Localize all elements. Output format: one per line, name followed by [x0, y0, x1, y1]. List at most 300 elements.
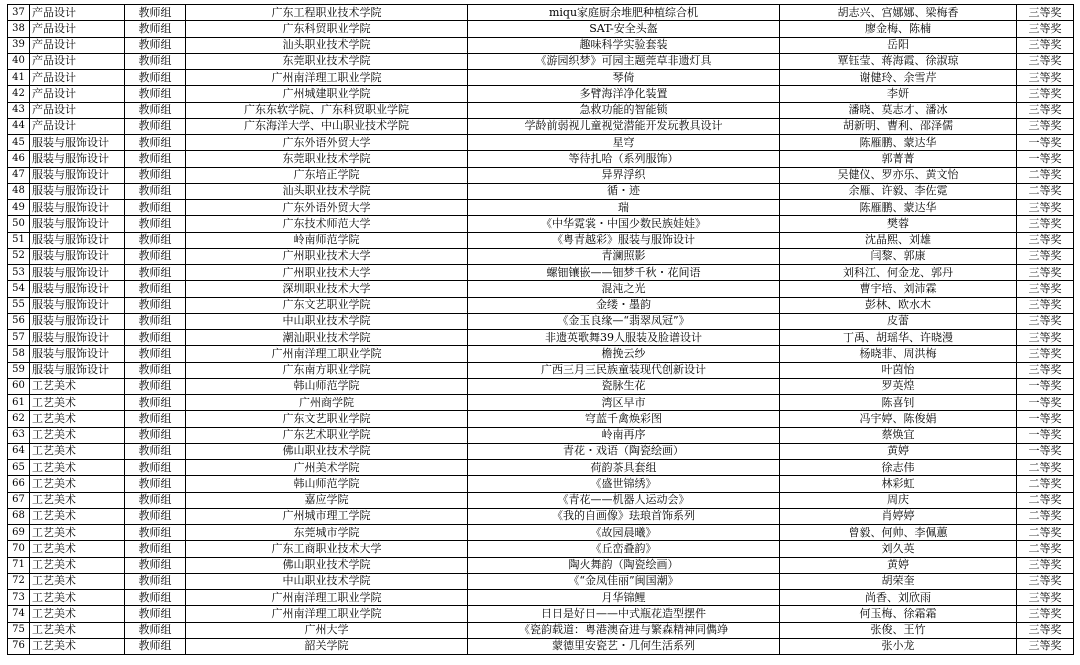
row-number: 52 [8, 248, 30, 264]
group-cell: 教师组 [125, 460, 186, 476]
work-title-cell: 异界浮织 [468, 167, 780, 183]
row-number: 75 [8, 622, 30, 638]
school-cell: 广东海洋大学、中山职业技术学院 [186, 118, 468, 134]
school-cell: 嘉应学院 [186, 492, 468, 508]
authors-cell: 曾毅、何帅、李佩蕙 [780, 525, 1017, 541]
award-cell: 三等奖 [1017, 362, 1074, 378]
category-cell: 产品设计 [30, 86, 125, 102]
school-cell: 韩山师范学院 [186, 476, 468, 492]
school-cell: 佛山职业技术学院 [186, 557, 468, 573]
work-title-cell: 循・迹 [468, 183, 780, 199]
group-cell: 教师组 [125, 508, 186, 524]
award-cell: 二等奖 [1017, 476, 1074, 492]
category-cell: 服装与服饰设计 [30, 232, 125, 248]
category-cell: 服装与服饰设计 [30, 346, 125, 362]
group-cell: 教师组 [125, 297, 186, 313]
group-cell: 教师组 [125, 118, 186, 134]
category-cell: 产品设计 [30, 37, 125, 53]
category-cell: 工艺美术 [30, 443, 125, 459]
table-row [8, 281, 1074, 297]
table-row [8, 378, 1074, 394]
table-row [8, 37, 1074, 53]
authors-cell: 陈雁鹏、蒙达华 [780, 135, 1017, 151]
group-cell: 教师组 [125, 638, 186, 654]
award-cell: 三等奖 [1017, 70, 1074, 86]
award-cell: 三等奖 [1017, 102, 1074, 118]
work-title-cell: 非遗英歌舞39人服装及脸谱设计 [468, 330, 780, 346]
row-number: 61 [8, 395, 30, 411]
award-cell: 三等奖 [1017, 557, 1074, 573]
work-title-cell: 青花・戏语（陶瓷绘画） [468, 443, 780, 459]
group-cell: 教师组 [125, 313, 186, 329]
group-cell: 教师组 [125, 395, 186, 411]
authors-cell: 胡荣奎 [780, 573, 1017, 589]
award-cell: 二等奖 [1017, 183, 1074, 199]
school-cell: 广州商学院 [186, 395, 468, 411]
work-title-cell: 穹蓝千禽焕彩图 [468, 411, 780, 427]
category-cell: 产品设计 [30, 102, 125, 118]
table-row [8, 118, 1074, 134]
award-cell: 二等奖 [1017, 525, 1074, 541]
group-cell: 教师组 [125, 167, 186, 183]
award-cell: 一等奖 [1017, 443, 1074, 459]
table-row [8, 248, 1074, 264]
category-cell: 服装与服饰设计 [30, 281, 125, 297]
award-cell: 二等奖 [1017, 541, 1074, 557]
table-row [8, 606, 1074, 622]
authors-cell: 覃钰莹、蒋海霞、徐淑琼 [780, 53, 1017, 69]
group-cell: 教师组 [125, 232, 186, 248]
category-cell: 服装与服饰设计 [30, 183, 125, 199]
authors-cell: 余雁、许毅、李佐霓 [780, 183, 1017, 199]
authors-cell: 吴健仪、罗亦乐、黄文怡 [780, 167, 1017, 183]
group-cell: 教师组 [125, 135, 186, 151]
work-title-cell: 多臂海洋净化装置 [468, 86, 780, 102]
group-cell: 教师组 [125, 573, 186, 589]
school-cell: 佛山职业技术学院 [186, 443, 468, 459]
category-cell: 产品设计 [30, 118, 125, 134]
table-row [8, 525, 1074, 541]
award-cell: 三等奖 [1017, 265, 1074, 281]
row-number: 54 [8, 281, 30, 297]
work-title-cell: 檐挽云纱 [468, 346, 780, 362]
group-cell: 教师组 [125, 248, 186, 264]
award-cell: 三等奖 [1017, 606, 1074, 622]
row-number: 43 [8, 102, 30, 118]
row-number: 55 [8, 297, 30, 313]
work-title-cell: 蒙德里安瓷艺・几何生活系列 [468, 638, 780, 654]
category-cell: 产品设计 [30, 21, 125, 37]
school-cell: 深圳职业技术大学 [186, 281, 468, 297]
award-cell: 三等奖 [1017, 638, 1074, 654]
table-row [8, 21, 1074, 37]
work-title-cell: 荷韵茶具套组 [468, 460, 780, 476]
row-number: 71 [8, 557, 30, 573]
authors-cell: 陈喜钊 [780, 395, 1017, 411]
group-cell: 教师组 [125, 21, 186, 37]
row-number: 39 [8, 37, 30, 53]
award-cell: 二等奖 [1017, 492, 1074, 508]
group-cell: 教师组 [125, 476, 186, 492]
authors-cell: 曹宇培、刘沛霖 [780, 281, 1017, 297]
authors-cell: 张俊、王竹 [780, 622, 1017, 638]
work-title-cell: 等待扎哈（系列服饰） [468, 151, 780, 167]
work-title-cell: 《盛世锦绣》 [468, 476, 780, 492]
authors-cell: 徐志伟 [780, 460, 1017, 476]
category-cell: 工艺美术 [30, 460, 125, 476]
school-cell: 广州城建职业学院 [186, 86, 468, 102]
school-cell: 广州南洋理工职业学院 [186, 70, 468, 86]
school-cell: 广东文艺职业学院 [186, 297, 468, 313]
row-number: 68 [8, 508, 30, 524]
table-row [8, 216, 1074, 232]
group-cell: 教师组 [125, 590, 186, 606]
award-cell: 三等奖 [1017, 590, 1074, 606]
school-cell: 岭南师范学院 [186, 232, 468, 248]
award-cell: 三等奖 [1017, 5, 1074, 21]
row-number: 44 [8, 118, 30, 134]
school-cell: 广州职业技术大学 [186, 248, 468, 264]
group-cell: 教师组 [125, 411, 186, 427]
school-cell: 东莞城市学院 [186, 525, 468, 541]
award-cell: 一等奖 [1017, 395, 1074, 411]
category-cell: 工艺美术 [30, 427, 125, 443]
group-cell: 教师组 [125, 281, 186, 297]
award-cell: 二等奖 [1017, 508, 1074, 524]
table-row [8, 5, 1074, 21]
school-cell: 潮汕职业技术学院 [186, 330, 468, 346]
school-cell: 东莞职业技术学院 [186, 53, 468, 69]
authors-cell: 刘久英 [780, 541, 1017, 557]
group-cell: 教师组 [125, 557, 186, 573]
category-cell: 工艺美术 [30, 525, 125, 541]
category-cell: 服装与服饰设计 [30, 216, 125, 232]
table-row [8, 102, 1074, 118]
group-cell: 教师组 [125, 70, 186, 86]
row-number: 64 [8, 443, 30, 459]
authors-cell: 叶茵怡 [780, 362, 1017, 378]
group-cell: 教师组 [125, 86, 186, 102]
school-cell: 中山职业技术学院 [186, 313, 468, 329]
authors-cell: 胡新明、曹利、邵泽儒 [780, 118, 1017, 134]
row-number: 47 [8, 167, 30, 183]
school-cell: 韶关学院 [186, 638, 468, 654]
award-cell: 一等奖 [1017, 135, 1074, 151]
work-title-cell: 青澜照影 [468, 248, 780, 264]
award-cell: 三等奖 [1017, 53, 1074, 69]
award-cell: 一等奖 [1017, 378, 1074, 394]
school-cell: 韩山师范学院 [186, 378, 468, 394]
category-cell: 服装与服饰设计 [30, 265, 125, 281]
table-row [8, 460, 1074, 476]
group-cell: 教师组 [125, 200, 186, 216]
table-row [8, 265, 1074, 281]
table-row [8, 557, 1074, 573]
award-cell: 三等奖 [1017, 216, 1074, 232]
school-cell: 广州南洋理工职业学院 [186, 346, 468, 362]
award-cell: 三等奖 [1017, 248, 1074, 264]
group-cell: 教师组 [125, 102, 186, 118]
award-cell: 三等奖 [1017, 573, 1074, 589]
school-cell: 广东外语外贸大学 [186, 200, 468, 216]
work-title-cell: 螺钿镶嵌——钿梦千秋・花间语 [468, 265, 780, 281]
group-cell: 教师组 [125, 443, 186, 459]
row-number: 74 [8, 606, 30, 622]
table-row [8, 492, 1074, 508]
award-cell: 一等奖 [1017, 427, 1074, 443]
award-cell: 三等奖 [1017, 232, 1074, 248]
category-cell: 工艺美术 [30, 395, 125, 411]
work-title-cell: 《青花——机器人运动会》 [468, 492, 780, 508]
school-cell: 广东培正学院 [186, 167, 468, 183]
award-cell: 二等奖 [1017, 460, 1074, 476]
work-title-cell: 《游园织梦》可园主题莞草非遗灯具 [468, 53, 780, 69]
row-number: 40 [8, 53, 30, 69]
authors-cell: 沈晶熙、刘雄 [780, 232, 1017, 248]
row-number: 38 [8, 21, 30, 37]
school-cell: 中山职业技术学院 [186, 573, 468, 589]
work-title-cell: 趣味科学实验套装 [468, 37, 780, 53]
work-title-cell: 《丘峦叠韵》 [468, 541, 780, 557]
group-cell: 教师组 [125, 346, 186, 362]
row-number: 45 [8, 135, 30, 151]
authors-cell: 潘晓、莫志才、潘冰 [780, 102, 1017, 118]
group-cell: 教师组 [125, 5, 186, 21]
award-cell: 三等奖 [1017, 37, 1074, 53]
row-number: 73 [8, 590, 30, 606]
table-row [8, 362, 1074, 378]
table-row [8, 590, 1074, 606]
work-title-cell: 瓷脉生花 [468, 378, 780, 394]
row-number: 76 [8, 638, 30, 654]
school-cell: 广州城市理工学院 [186, 508, 468, 524]
authors-cell: 刘科江、何金龙、郭丹 [780, 265, 1017, 281]
group-cell: 教师组 [125, 362, 186, 378]
award-list-sheet [7, 4, 1073, 661]
school-cell: 广东艺术职业学院 [186, 427, 468, 443]
table-row [8, 573, 1074, 589]
row-number: 67 [8, 492, 30, 508]
group-cell: 教师组 [125, 53, 186, 69]
category-cell: 工艺美术 [30, 590, 125, 606]
group-cell: 教师组 [125, 378, 186, 394]
school-cell: 广东外语外贸大学 [186, 135, 468, 151]
row-number: 70 [8, 541, 30, 557]
authors-cell: 冯宇婷、陈俊娟 [780, 411, 1017, 427]
table-row [8, 395, 1074, 411]
school-cell: 广州美术学院 [186, 460, 468, 476]
school-cell: 广州南洋理工职业学院 [186, 590, 468, 606]
row-number: 48 [8, 183, 30, 199]
category-cell: 产品设计 [30, 53, 125, 69]
table-row [8, 183, 1074, 199]
group-cell: 教师组 [125, 183, 186, 199]
authors-cell: 郭菁菁 [780, 151, 1017, 167]
authors-cell: 廖金梅、陈楠 [780, 21, 1017, 37]
school-cell: 广东科贸职业学院 [186, 21, 468, 37]
authors-cell: 闫黎、郭康 [780, 248, 1017, 264]
category-cell: 服装与服饰设计 [30, 313, 125, 329]
work-title-cell: 岭南再序 [468, 427, 780, 443]
category-cell: 工艺美术 [30, 541, 125, 557]
group-cell: 教师组 [125, 265, 186, 281]
row-number: 60 [8, 378, 30, 394]
group-cell: 教师组 [125, 37, 186, 53]
authors-cell: 谢健玲、余雪芹 [780, 70, 1017, 86]
school-cell: 广东南方职业学院 [186, 362, 468, 378]
category-cell: 服装与服饰设计 [30, 200, 125, 216]
table-row [8, 297, 1074, 313]
work-title-cell: 学龄前弱视儿童视觉潜能开发玩教具设计 [468, 118, 780, 134]
category-cell: 工艺美术 [30, 476, 125, 492]
table-row [8, 622, 1074, 638]
row-number: 53 [8, 265, 30, 281]
award-cell: 三等奖 [1017, 86, 1074, 102]
authors-cell: 岳阳 [780, 37, 1017, 53]
work-title-cell: 月华锦鲤 [468, 590, 780, 606]
authors-cell: 黄婷 [780, 557, 1017, 573]
group-cell: 教师组 [125, 541, 186, 557]
group-cell: 教师组 [125, 330, 186, 346]
work-title-cell: 琴倚 [468, 70, 780, 86]
school-cell: 广东文艺职业学院 [186, 411, 468, 427]
authors-cell: 樊蓉 [780, 216, 1017, 232]
table-row [8, 313, 1074, 329]
award-cell: 三等奖 [1017, 346, 1074, 362]
row-number: 69 [8, 525, 30, 541]
group-cell: 教师组 [125, 151, 186, 167]
award-table-body [8, 5, 1074, 655]
group-cell: 教师组 [125, 492, 186, 508]
authors-cell: 尚香、刘欣雨 [780, 590, 1017, 606]
work-title-cell: 混沌之光 [468, 281, 780, 297]
work-title-cell: 急救功能的智能锁 [468, 102, 780, 118]
work-title-cell: 陶火舞韵（陶瓷绘画） [468, 557, 780, 573]
group-cell: 教师组 [125, 216, 186, 232]
group-cell: 教师组 [125, 622, 186, 638]
school-cell: 广东东软学院、广东科贸职业学院 [186, 102, 468, 118]
category-cell: 产品设计 [30, 70, 125, 86]
group-cell: 教师组 [125, 606, 186, 622]
row-number: 65 [8, 460, 30, 476]
authors-cell: 周庆 [780, 492, 1017, 508]
category-cell: 工艺美术 [30, 411, 125, 427]
school-cell: 广州职业技术大学 [186, 265, 468, 281]
school-cell: 广州大学 [186, 622, 468, 638]
row-number: 66 [8, 476, 30, 492]
table-row [8, 330, 1074, 346]
category-cell: 服装与服饰设计 [30, 362, 125, 378]
work-title-cell: 《中华霓裳・中国少数民族娃娃》 [468, 216, 780, 232]
authors-cell: 皮蕾 [780, 313, 1017, 329]
authors-cell: 胡志兴、宫娜娜、梁梅香 [780, 5, 1017, 21]
award-cell: 三等奖 [1017, 313, 1074, 329]
work-title-cell: 广西三月三民族童装现代创新设计 [468, 362, 780, 378]
authors-cell: 蔡焕宜 [780, 427, 1017, 443]
school-cell: 广东工商职业技术大学 [186, 541, 468, 557]
authors-cell: 黄婷 [780, 443, 1017, 459]
authors-cell: 李妍 [780, 86, 1017, 102]
category-cell: 工艺美术 [30, 557, 125, 573]
row-number: 63 [8, 427, 30, 443]
category-cell: 工艺美术 [30, 508, 125, 524]
work-title-cell: 金缕・墨韵 [468, 297, 780, 313]
school-cell: 汕头职业技术学院 [186, 183, 468, 199]
authors-cell: 罗英煌 [780, 378, 1017, 394]
award-table [7, 4, 1074, 655]
row-number: 46 [8, 151, 30, 167]
work-title-cell: 瑞 [468, 200, 780, 216]
school-cell: 广东技术师范大学 [186, 216, 468, 232]
school-cell: 汕头职业技术学院 [186, 37, 468, 53]
school-cell: 东莞职业技术学院 [186, 151, 468, 167]
award-cell: 三等奖 [1017, 297, 1074, 313]
work-title-cell: 《我的自画像》珐琅首饰系列 [468, 508, 780, 524]
work-title-cell: miqu家庭厨余堆肥种植综合机 [468, 5, 780, 21]
work-title-cell: 《瓷韵载道：粤港澳奋进与繁森精神同儁竫 [468, 622, 780, 638]
award-cell: 一等奖 [1017, 411, 1074, 427]
work-title-cell: 星穹 [468, 135, 780, 151]
category-cell: 工艺美术 [30, 492, 125, 508]
table-row [8, 427, 1074, 443]
award-cell: 一等奖 [1017, 151, 1074, 167]
group-cell: 教师组 [125, 427, 186, 443]
table-row [8, 86, 1074, 102]
award-cell: 三等奖 [1017, 200, 1074, 216]
work-title-cell: 日日是好日——中式瓶花造型摆件 [468, 606, 780, 622]
table-row [8, 70, 1074, 86]
table-row [8, 167, 1074, 183]
table-row [8, 638, 1074, 654]
table-row [8, 151, 1074, 167]
category-cell: 产品设计 [30, 5, 125, 21]
table-row [8, 135, 1074, 151]
category-cell: 工艺美术 [30, 606, 125, 622]
authors-cell: 林彩虹 [780, 476, 1017, 492]
category-cell: 工艺美术 [30, 378, 125, 394]
row-number: 59 [8, 362, 30, 378]
authors-cell: 陈雁鹏、蒙达华 [780, 200, 1017, 216]
authors-cell: 何玉梅、徐霜霜 [780, 606, 1017, 622]
category-cell: 服装与服饰设计 [30, 330, 125, 346]
authors-cell: 彭林、欧水木 [780, 297, 1017, 313]
work-title-cell: 湾区早市 [468, 395, 780, 411]
row-number: 58 [8, 346, 30, 362]
table-row [8, 411, 1074, 427]
work-title-cell: 《金玉良缘—“翡翠凤冠”》 [468, 313, 780, 329]
row-number: 51 [8, 232, 30, 248]
category-cell: 服装与服饰设计 [30, 135, 125, 151]
group-cell: 教师组 [125, 525, 186, 541]
row-number: 56 [8, 313, 30, 329]
table-row [8, 443, 1074, 459]
award-cell: 三等奖 [1017, 281, 1074, 297]
work-title-cell: 《“金凤佳丽”闽国潮》 [468, 573, 780, 589]
authors-cell: 张小龙 [780, 638, 1017, 654]
row-number: 57 [8, 330, 30, 346]
row-number: 50 [8, 216, 30, 232]
award-cell: 三等奖 [1017, 21, 1074, 37]
authors-cell: 丁禹、胡瑶华、许晓漫 [780, 330, 1017, 346]
authors-cell: 肖婷婷 [780, 508, 1017, 524]
category-cell: 工艺美术 [30, 638, 125, 654]
category-cell: 工艺美术 [30, 622, 125, 638]
award-cell: 二等奖 [1017, 167, 1074, 183]
award-cell: 三等奖 [1017, 118, 1074, 134]
school-cell: 广东工程职业技术学院 [186, 5, 468, 21]
category-cell: 服装与服饰设计 [30, 248, 125, 264]
category-cell: 工艺美术 [30, 573, 125, 589]
